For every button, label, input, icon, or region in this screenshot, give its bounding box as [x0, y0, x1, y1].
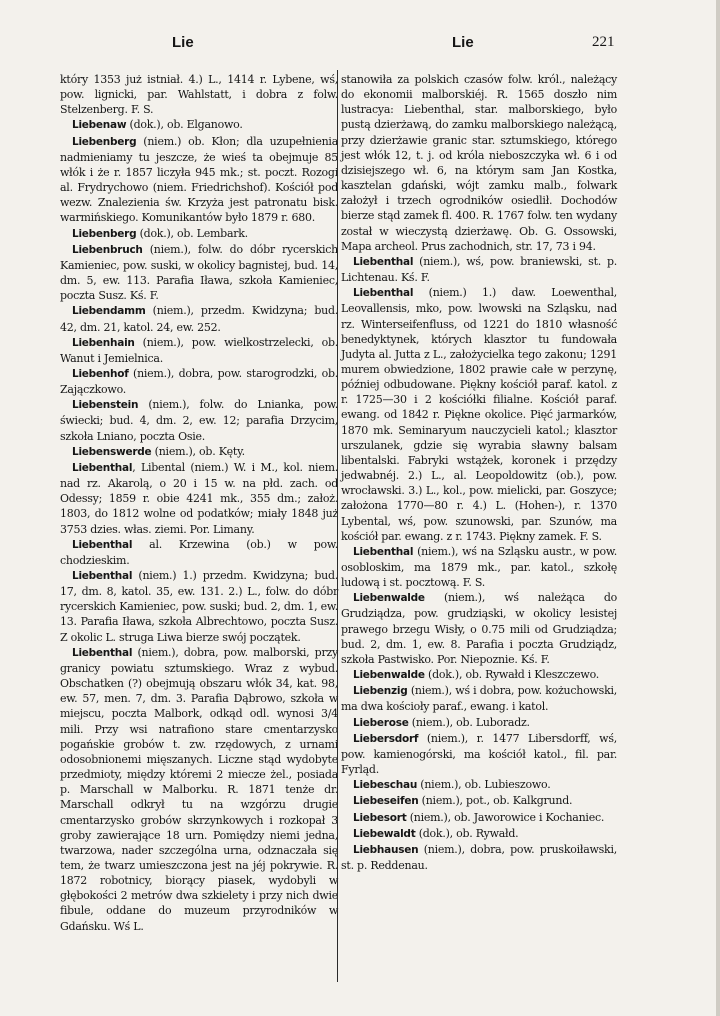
dictionary-entry [341, 285, 617, 544]
entry-headword: Liebesort [353, 811, 407, 824]
entry-headword: Liebenthal [72, 461, 133, 474]
entry-headword: Liebenwalde [353, 592, 425, 605]
entry-text: (dok.), ob. Rywałd i Kleszczewo. [424, 668, 599, 682]
dictionary-entry [341, 683, 617, 714]
entry-headword: Liebenbruch [72, 243, 143, 256]
entry-text: (niem.), dobra, pow. starogrodzki, ob. Zajączkowo. [60, 366, 338, 397]
left-column [60, 72, 338, 934]
entry-text: (niem.), wś, pow. braniewski, st. p. Lichtenau. Kś. F. [341, 254, 617, 285]
entry-text: (niem.) ob. Kłon; dla uzupełnienia nadmieniamy tu jeszcze, że wieś ta obejmuje 85 włók i że r. 1857 liczyła 945 mk.; st. poczt. Rozogi al. Frydrychowo (niem. Friedrichshof). Kościół pod wezw. Znalezienia św. Krzyża jest patronatu bisk. warmińskiego. Komunikantów było 1879 r. 680. [60, 134, 338, 225]
dictionary-entry [341, 826, 617, 842]
dictionary-entry [60, 537, 338, 568]
dictionary-entry [341, 731, 617, 777]
dictionary-entry [60, 117, 338, 133]
entry-text: (niem.), ob. Jaworowice i Kochaniec. [406, 810, 605, 824]
entry-headword: Liebenthal [72, 570, 133, 582]
entry-headword: Liebeseifen [353, 795, 419, 808]
entry-headword: Liebenwalde [353, 669, 425, 682]
entry-headword: Liebewaldt [353, 827, 416, 840]
entry-headword: Liebhausen [353, 843, 419, 856]
entry-headword: Liebeschau [353, 779, 418, 792]
entry-text: (niem.), pow. wielkostrzelecki, ob. Wanut i Jemielnica. [60, 335, 338, 365]
entry-headword: Liebenzig [353, 685, 408, 698]
entry-headword: Liebenhof [72, 367, 129, 380]
dictionary-entry [60, 568, 338, 645]
entry-headword: Liebendamm [72, 305, 146, 318]
entry-headword: Liebenthal [353, 287, 414, 300]
entry-text: stanowiła za polskich czasów folw. król., należący do ekonomii malborskiéj. R. 1565 doszło nim lustracya: Liebenthal, star. malborskiego, było pustą dzierżawą, do zamku malborskiego należącą, przy dzierżawie granic star. sztumskiego, którego jest włók 12, t. j. od króla nieboszczyka wł. 6 i od dzisiejszego wł. 6, na którym sam Jan Kostka, kasztelan gdański, wójt zamku malb., folwark założył i trzech ogrodników osiedlił. Dochodów bierze stąd zamek fl. 400. R. 1767 folw. ten wydany został w wieczystą dzierżawę. Ob. G. Ossowski, Mapa archeol. Prus zachodnich, str. 17, 73 i 94. [341, 73, 617, 253]
dictionary-entry [60, 645, 338, 934]
entry-text: (niem.), pot., ob. Kalkgrund. [418, 794, 573, 808]
dictionary-entry [60, 242, 338, 304]
page-header [0, 34, 720, 54]
dictionary-entry [341, 667, 617, 683]
entry-headword: Liebenthal [353, 255, 414, 268]
entry-headword: Liebenstein [72, 399, 139, 412]
dictionary-entry [60, 366, 338, 397]
dictionary-entry [341, 810, 617, 826]
entry-headword: Liebenswerde [72, 445, 152, 458]
entry-headword: Liebersdorf [353, 732, 419, 745]
entry-headword: Liebenhain [72, 336, 135, 349]
entry-text: (niem.) 1.) przedm. Kwidzyna; bud. 17, dm. 8, katol. 35, ew. 131. 2.) L., folw. do dóbr rycerskich Kamieniec, pow. suski; bud. 2, dm. 1, ew. 13. Parafia Iława, szkoła Albrechtowo, poczta Susz. Z okolic L. struga Liwa bierze swój początek. [60, 569, 338, 644]
entry-text: (niem.), r. 1477 Libersdorff, wś, pow. kamienogórski, ma kościół katol., fil. par. Fyrląd. [341, 731, 617, 777]
running-head-left: Lie [172, 34, 194, 51]
dictionary-entry [341, 590, 617, 667]
dictionary-entry [60, 444, 338, 460]
entry-text: (niem.), ob. Lubieszowo. [417, 778, 551, 792]
dictionary-entry [341, 544, 617, 590]
entry-text: (niem.), folw. do dóbr rycerskich Kamieniec, pow. suski, w okolicy bagnistej, bud. 14, dm. 5, ew. 113. Parafia Iława, szkoła Kamieniec, poczta Susz. Kś. F. [60, 242, 338, 303]
column-divider [337, 70, 338, 982]
entry-text: (niem.), wś na Szląsku austr., w pow. osobloskim, ma 1879 mk., par. katol., szkołę ludową i st. pocztową. F. S. [341, 544, 617, 590]
entry-text: (niem.), wś i dobra, pow. kożuchowski, ma dwa kościoły paraf., ewang. i katol. [341, 684, 617, 714]
dictionary-entry [60, 303, 338, 334]
entry-text: (niem.), ob. Kęty. [151, 444, 245, 458]
entry-headword: Liebenthal [72, 538, 133, 551]
entry-text: al. Krzewina (ob.) w pow. chodzieskim. [60, 537, 338, 567]
right-column [341, 72, 617, 873]
entry-text: (dok.), ob. Lembark. [136, 226, 248, 240]
entry-text: (niem.), dobra, pow. pruskoiławski, st. p. Reddenau. [341, 842, 617, 872]
entry-text: (niem.), wś należąca do Grudziądza, pow. grudziąski, w okolicy lesistej prawego brzegu Wisły, o 0.75 mili od Grudziądza; bud. 2, dm. 1, ew. 8. Parafia i poczta Grudziądz, szkoła Pastwisko. Por. Niepoznie. Kś. F. [341, 591, 617, 666]
entry-headword: Liebenaw [72, 119, 127, 132]
entry-headword: Liebenthal [72, 646, 133, 659]
entry-text: (dok.), ob. Rywałd. [415, 826, 519, 840]
dictionary-entry [341, 254, 617, 285]
entry-text: (niem.), dobra, pow. malborski, przy granicy powiatu sztumskiego. Wraz z wybud. Obschatken (?) obejmują obszaru włók 34, kat. 98, ew. 57, men. 7, dm. 3. Parafia Dąbrowo, szkoła w miejscu, poczta Malbork, odkąd odl. wynosi 3/4 mili. Przy wsi natrafiono stare cmentarzysko pogańskie grobów t. zw. rzędowych, z urnami odosobnionemi mięszanych. Liczne stąd wydobyte przedmioty, między któremi 2 miecze żel., posiada p. Marschall w Malborku. R. 1871 tenże dr. Marschall odkrył tu na wzgórzu drugie cmentarzysko grobów skrzynkowych i rozkopał 3 groby zawierające 18 urn. Pomiędzy niemi jedna, twarzowa, nader szczególna urna, odznaczała się tem, że twarz umieszczona jest na jéj pokrywie. R. 1872 robotnicy, biorący piasek, wydobyli w głębokości 2 metrów dwa szkielety i przy nich dwie fibule, oddane do muzeum przyrodników w Gdańsku. Wś L. [60, 645, 338, 933]
entry-text: (niem.), folw. do Lnianka, pow. świecki; bud. 4, dm. 2, ew. 12; parafia Drzycim, szkoła Lniano, poczta Osie. [60, 398, 338, 443]
dictionary-entry [60, 72, 338, 117]
entry-text: , Libental (niem.) W. i M., kol. niem. nad rz. Akarolą, o 20 i 15 w. na płd. zach. od Odessy; 1859 r. obie 4241 mk., 355 dm.; założ. 1803, do 1812 wolne od podatków; miały 1848 już 3753 dzies. włas. ziemi. Por. Limany. [60, 460, 338, 536]
dictionary-entry [341, 842, 617, 873]
dictionary-entry [60, 460, 338, 537]
dictionary-entry [341, 777, 617, 793]
page-number: 221 [592, 34, 615, 50]
dictionary-entry [60, 134, 338, 226]
entry-text: (niem.) 1.) daw. Loewenthal, Leovallensis, mko, pow. lwowski na Szląsku, nad rz. Winterseifenfluss, od 1221 do 1810 własność benedyktynek, których klasztor tu fundowała Judyta al. Jutta z L., założycielka tego zakonu; 1291 murem obwiedzione, 1802 prawie całe w perzynę, później odbudowane. Piękny kościół paraf. katol. z r. 1725—30 i 2 kościółki filialne. Kościół paraf. ewang. od 1842 r. Piękne okolice. Pięć jarmarków, 1870 mk. Seminaryum nauczycieli katol.; klasztor urszulanek, gdzie się wyrabia sławny balsam libentalski. Fabryki wstążek, koronek i przędzy jedwabnéj. 2.) L., al. Leopoldowitz (ob.), pow. wrocławski. 3.) L., kol., pow. mielicki, par. Goszyce; założona 1770—80 r. 4.) L. (Hohen-), r. 1370 Lybental, wś, pow. szunowski, par. Szunów, ma kościół par. ewang. z r. 1743. Piękny zamek. F. S. [341, 286, 617, 543]
entry-headword: Liebenberg [72, 135, 137, 148]
entry-headword: Liebenberg [72, 227, 137, 240]
dictionary-entry [341, 793, 617, 809]
entry-headword: Lieberose [353, 716, 409, 729]
dictionary-entry [341, 715, 617, 731]
entry-headword: Liebenthal [353, 545, 414, 558]
entry-text: (niem.), ob. Luboradz. [408, 715, 530, 729]
dictionary-entry [60, 335, 338, 366]
page-edge [716, 0, 720, 1016]
dictionary-entry [60, 397, 338, 443]
entry-text: (niem.), przedm. Kwidzyna; bud. 42, dm. 21, katol. 24, ew. 252. [60, 304, 338, 334]
dictionary-entry [341, 72, 617, 254]
dictionary-entry [60, 226, 338, 242]
entry-text: który 1353 już istniał. 4.) L., 1414 r. Lybene, wś, pow. lignicki, par. Wahlstatt, i dobra z folw. Stelzenberg. F. S. [60, 73, 338, 117]
running-head-right: Lie [452, 34, 474, 51]
entry-text: (dok.), ob. Elganowo. [126, 118, 243, 132]
